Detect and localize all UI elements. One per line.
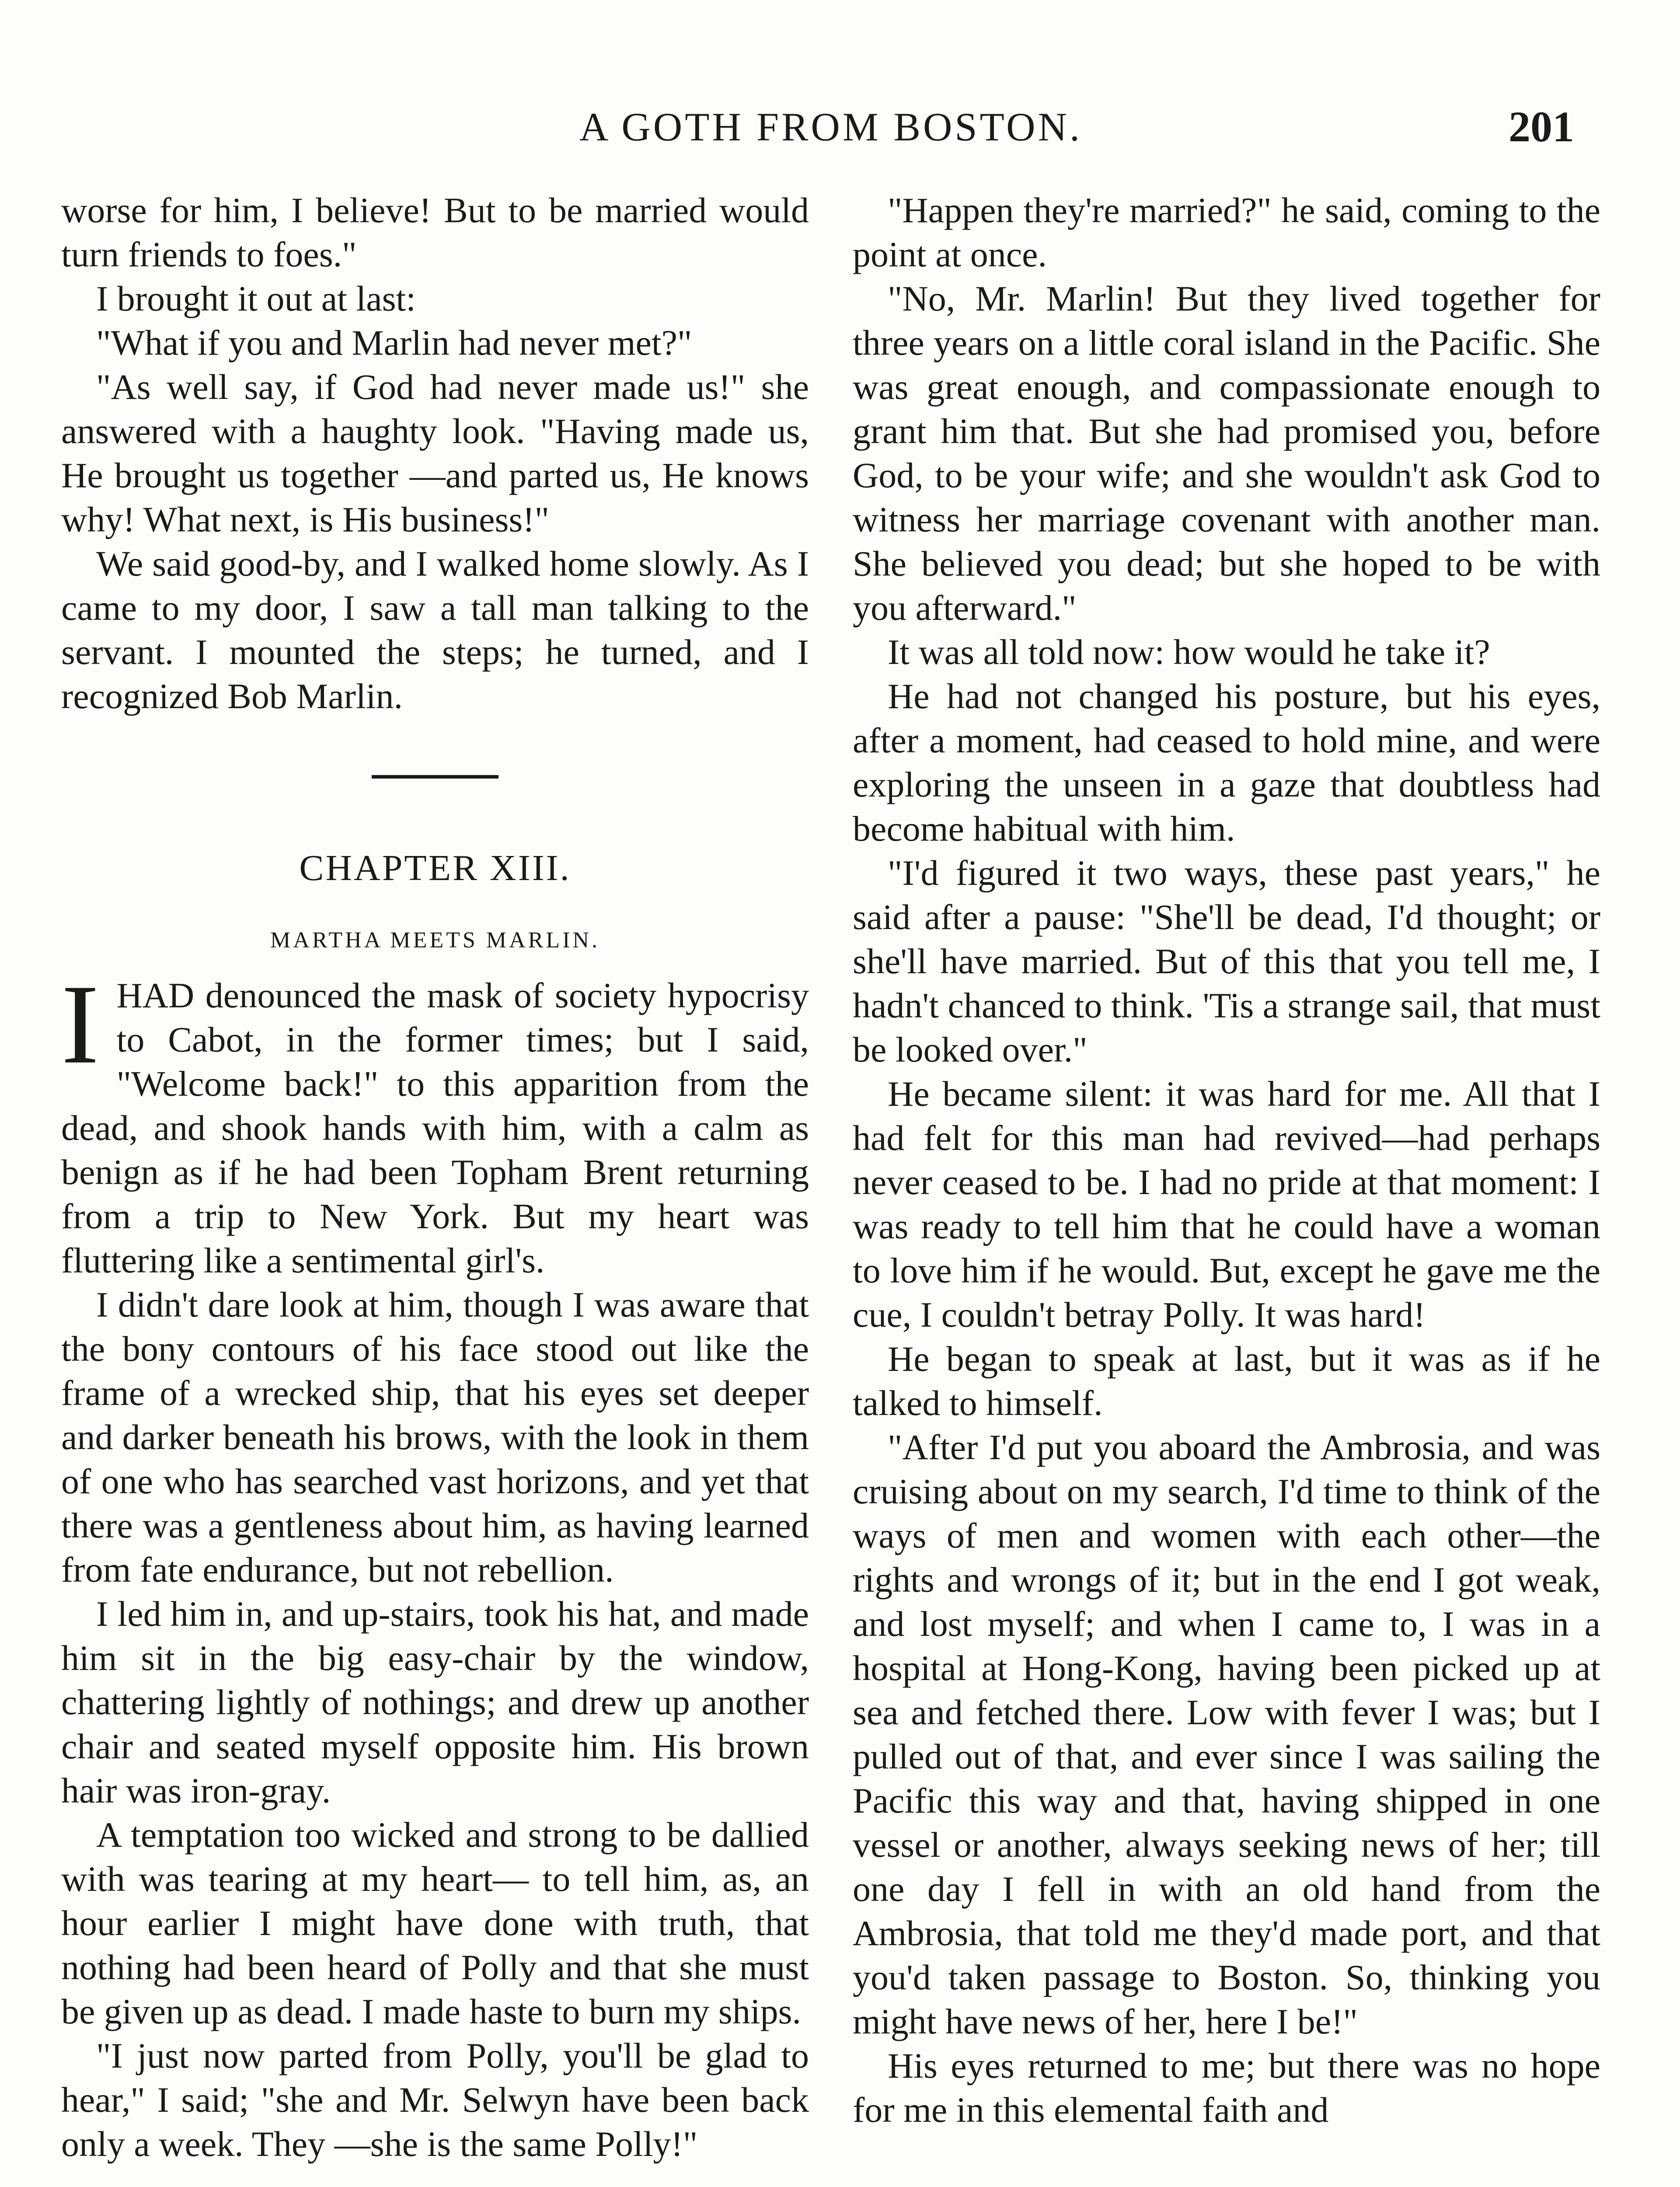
paragraph: "Happen they're married?" he said, coming to the point at once. (853, 190, 1600, 274)
paragraph: "What if you and Marlin had never met?" (96, 323, 692, 363)
paragraph: I didn't dare look at him, though I was aware that the bony contours of his face stood out like the frame of a wrecked ship, that his eyes set deeper and darker beneath his brows, with the look in them of one who has searched vast horizons, and yet that there was a gentleness about him, as having learned from fate endurance, but not rebellion. (61, 1285, 809, 1590)
page-number: 201 (1509, 102, 1574, 151)
paragraph: "I'd figured it two ways, these past years," he said after a pause: "She'll be dead, I'd thought; or she'll have married. But of this that you tell me, I hadn't chanced to think. 'Tis a strange sail, that must be looked over." (853, 853, 1600, 1069)
drop-cap: I (61, 961, 99, 1087)
left-column (61, 188, 809, 2166)
paragraph: "I just now parted from Polly, you'll be glad to hear," I said; "she and Mr. Selwyn have been back only a week. They —she is the same Polly!" (61, 2036, 809, 2164)
paragraph: He had not changed his posture, but his eyes, after a moment, had ceased to hold mine, and were exploring the unseen in a gaze that doubtless had become habitual with him. (853, 676, 1600, 849)
chapter-title: CHAPTER XIII. (299, 848, 571, 888)
section-divider (372, 775, 498, 779)
running-title: A GOTH FROM BOSTON. (579, 105, 1083, 149)
running-head (87, 101, 1574, 153)
chapter-opening-paragraph (61, 961, 809, 1282)
paragraph: A temptation too wicked and strong to be dallied with was tearing at my heart— to tell him, as, an hour earlier I might have done with truth, that nothing had been heard of Polly and that she must be given up as dead. I made haste to burn my ships. (61, 1815, 809, 2031)
paragraph: He began to speak at last, but it was as if he talked to himself. (853, 1339, 1600, 1423)
paragraph: We said good-by, and I walked home slowly. As I came to my door, I saw a tall man talking to the servant. I mounted the steps; he turned, and I recognized Bob Marlin. (61, 544, 809, 716)
paragraph: "No, Mr. Marlin! But they lived together for three years on a little coral island in the Pacific. She was great enough, and compassionate enough to grant him that. But she had promised you, before God, to be your wife; and she wouldn't ask God to witness her marriage covenant with another man. She believed you dead; but she hoped to be with you afterward." (853, 279, 1600, 628)
paragraph: I brought it out at last: (96, 279, 416, 318)
right-column (853, 188, 1600, 2132)
paragraph-text: HAD denounced the mask of society hypocrisy to Cabot, in the former times; but I said, "Welcome back!" to this apparition from the dead, and shook hands with him, with a calm as benign as if he had been Topham Brent returning from a trip to New York. But my heart was fluttering like a sentimental girl's. (61, 975, 809, 1280)
paragraph: I led him in, and up-stairs, took his hat, and made him sit in the big easy-chair by the window, chattering lightly of nothings; and drew up another chair and seated myself opposite him. His brown hair was iron-gray. (61, 1594, 809, 1810)
paragraph: worse for him, I believe! But to be married would turn friends to foes." (61, 190, 809, 274)
paragraph: His eyes returned to me; but there was no hope for me in this elemental faith and (853, 2046, 1600, 2130)
paragraph: It was all told now: how would he take it? (888, 632, 1490, 672)
paragraph: He became silent: it was hard for me. All that I had felt for this man had revived—had perhaps never ceased to be. I had no pride at that moment: I was ready to tell him that he could have a woman to love him if he would. But, except he gave me the cue, I couldn't betray Polly. It was hard! (853, 1074, 1600, 1335)
chapter-subtitle: MARTHA MEETS MARLIN. (270, 928, 600, 953)
paragraph: "After I'd put you aboard the Ambrosia, and was cruising about on my search, I'd time to think of the ways of men and women with each other—the rights and wrongs of it; but in the end I got weak, and lost myself; and when I came to, I was in a hospital at Hong-Kong, having been picked up at sea and fetched there. Low with fever I was; but I pulled out of that, and ever since I was sailing the Pacific this way and that, having shipped in one vessel or another, always seeking news of her; till one day I fell in with an old hand from the Ambrosia, that told me they'd made port, and that you'd taken passage to Boston. So, thinking you might have news of her, here I be!" (853, 1427, 1600, 2041)
paragraph: "As well say, if God had never made us!" she answered with a haughty look. "Having made us, He brought us together —and parted us, He knows why! What next, is His business!" (61, 367, 809, 539)
